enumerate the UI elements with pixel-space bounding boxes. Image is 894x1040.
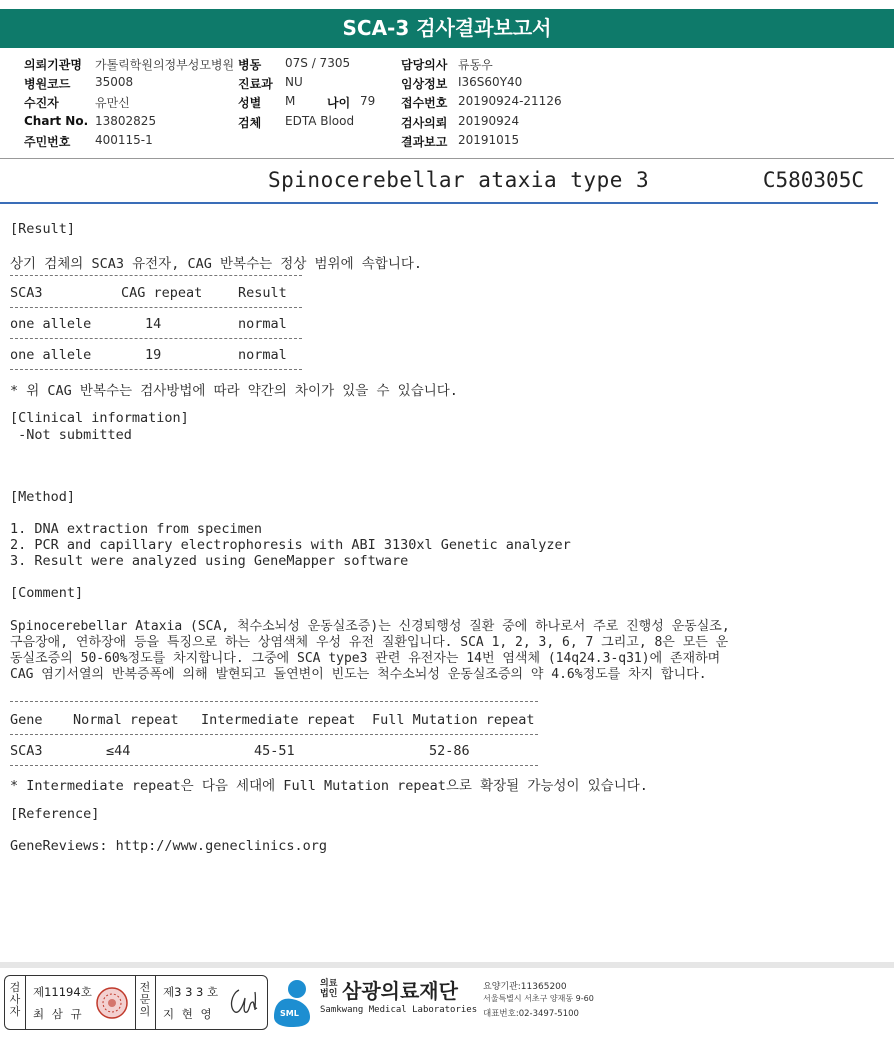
gene-row-full: 52-86 <box>429 743 470 759</box>
table-row-cag: 19 <box>145 347 162 363</box>
table-row-allele: one allele <box>10 347 92 363</box>
signature-box <box>4 975 268 1030</box>
gene-table-rule <box>10 734 538 735</box>
examiner-name: 최 삼 규 <box>33 1007 84 1021</box>
value-patient-name: 유만신 <box>95 96 130 110</box>
result-col-result: Result <box>238 285 287 301</box>
label-department: 진료과 <box>238 77 273 91</box>
table-row-allele: one allele <box>10 316 92 332</box>
gene-row-gene: SCA3 <box>10 743 43 759</box>
method-heading: [Method] <box>10 489 76 505</box>
label-sex: 성별 <box>238 96 262 110</box>
result-col-cag: CAG repeat <box>121 285 203 301</box>
value-request-date: 20190924 <box>458 114 520 128</box>
org-name: 삼광의료재단 <box>342 979 458 1003</box>
reference-heading: [Reference] <box>10 806 100 822</box>
result-table-rule <box>10 338 302 339</box>
gene-col-gene: Gene <box>10 712 43 728</box>
test-code: C580305C <box>762 168 864 192</box>
value-clinical-info: I36S60Y40 <box>458 75 523 89</box>
specialist-label: 전 문 의 <box>139 981 151 1018</box>
label-accession-no: 접수번호 <box>401 96 448 110</box>
specialist-name: 지 현 영 <box>163 1007 214 1021</box>
label-resident-no: 주민번호 <box>24 135 71 149</box>
label-patient-name: 수진자 <box>24 96 59 110</box>
seal-stamp-icon <box>95 986 129 1020</box>
test-name: Spinocerebellar ataxia type 3 <box>268 168 650 192</box>
sml-logo-icon <box>272 977 314 1027</box>
value-age: 79 <box>360 94 376 108</box>
value-chart-no: 13802825 <box>95 114 157 128</box>
reference-text: GeneReviews: http://www.geneclinics.org <box>10 838 327 854</box>
gene-col-normal: Normal repeat <box>73 712 179 728</box>
signature-icon <box>225 984 265 1020</box>
gene-col-full: Full Mutation repeat <box>372 712 535 728</box>
label-report-date: 결과보고 <box>401 135 448 149</box>
label-clinical-info: 임상정보 <box>401 77 448 91</box>
value-report-date: 20191015 <box>458 133 520 147</box>
label-ward: 병동 <box>238 58 262 72</box>
method-item: 3. Result were analyzed using GeneMapper software <box>10 553 409 569</box>
comment-line: 구음장애, 연하장애 등을 특징으로 하는 상염색체 우성 유전 질환입니다. SCA 1, 2, 3, 6, 7 그리고, 8은 모든 운 <box>10 635 729 650</box>
table-row-cag: 14 <box>145 316 162 332</box>
comment-line: Spinocerebellar Ataxia (SCA, 척수소뇌성 운동실조증)는 신경퇴행성 질환 중에 하나로서 주로 진행성 운동실조, <box>10 619 730 634</box>
gene-row-normal: ≤44 <box>106 743 131 759</box>
comment-line: 동실조증의 50-60%정도를 차지합니다. 그중에 SCA type3 관련 유전자는 14번 염색체 (14q24.3-q31)에 존재하며 <box>10 651 721 666</box>
footer-band <box>0 962 894 968</box>
value-physician: 류동우 <box>458 58 493 72</box>
org-address: 서울특별시 서초구 양재동 9-60 <box>483 994 594 1003</box>
examiner-license-no: 제11194호 <box>33 985 92 999</box>
gene-table-rule <box>10 701 538 702</box>
label-physician: 담당의사 <box>401 58 448 72</box>
clinical-heading: [Clinical information] <box>10 410 189 426</box>
comment-heading: [Comment] <box>10 585 84 601</box>
gene-table-rule <box>10 765 538 766</box>
table-row-result: normal <box>238 316 287 332</box>
result-summary: 상기 검체의 SCA3 유전자, CAG 반복수는 정상 범위에 속합니다. <box>10 256 423 272</box>
result-table-rule <box>10 369 302 370</box>
label-request-date: 검사의뢰 <box>401 116 448 130</box>
value-accession-no: 20190924-21126 <box>458 94 562 108</box>
result-col-gene: SCA3 <box>10 285 43 301</box>
value-hospital-code: 35008 <box>95 75 134 89</box>
org-prefix: 의료 법인 <box>320 979 338 999</box>
specialist-license-no: 제3 3 3 호 <box>163 985 219 999</box>
report-title: SCA-3 검사결과보고서 <box>0 9 894 48</box>
org-phone: 대표번호:02-3497-5100 <box>483 1009 579 1019</box>
org-name-en: Samkwang Medical Laboratories <box>320 1005 478 1015</box>
method-item: 1. DNA extraction from specimen <box>10 521 262 537</box>
label-requesting-institution: 의뢰기관명 <box>24 58 82 72</box>
result-note: * 위 CAG 반복수는 검사방법에 따라 약간의 차이가 있을 수 있습니다. <box>10 383 458 399</box>
clinical-text: -Not submitted <box>10 427 132 443</box>
logo-text: SML <box>280 1009 299 1018</box>
value-department: NU <box>285 75 303 89</box>
test-name-underline <box>0 202 878 204</box>
result-table-rule <box>10 307 302 308</box>
comment-line: CAG 염기서열의 반복증폭에 의해 발현되고 돌연변이 빈도는 척수소뇌성 운동실조증의 약 4.6%정도를 차지 합니다. <box>10 667 707 682</box>
org-institution-no: 요양기관:11365200 <box>483 982 567 992</box>
result-heading: [Result] <box>10 221 76 237</box>
value-sex: M <box>285 94 296 108</box>
table-row-result: normal <box>238 347 287 363</box>
label-hospital-code: 병원코드 <box>24 77 71 91</box>
result-table-rule <box>10 275 302 276</box>
label-age: 나이 <box>327 96 351 110</box>
gene-row-intermediate: 45-51 <box>254 743 295 759</box>
label-specimen: 검체 <box>238 116 262 130</box>
gene-col-intermediate: Intermediate repeat <box>201 712 356 728</box>
comment-note: * Intermediate repeat은 다음 세대에 Full Mutation repeat으로 확장될 가능성이 있습니다. <box>10 778 648 794</box>
value-specimen: EDTA Blood <box>285 114 355 128</box>
header-divider <box>0 158 894 159</box>
value-requesting-institution: 가톨릭학원의정부성모병원 <box>95 58 235 72</box>
method-item: 2. PCR and capillary electrophoresis with ABI 3130xl Genetic analyzer <box>10 537 571 553</box>
footer <box>0 975 894 1035</box>
value-resident-no: 400115-1 <box>95 133 153 147</box>
label-chart-no: Chart No. <box>24 114 89 128</box>
value-ward: 07S / 7305 <box>285 56 351 70</box>
examiner-label: 검 사 자 <box>9 981 21 1018</box>
